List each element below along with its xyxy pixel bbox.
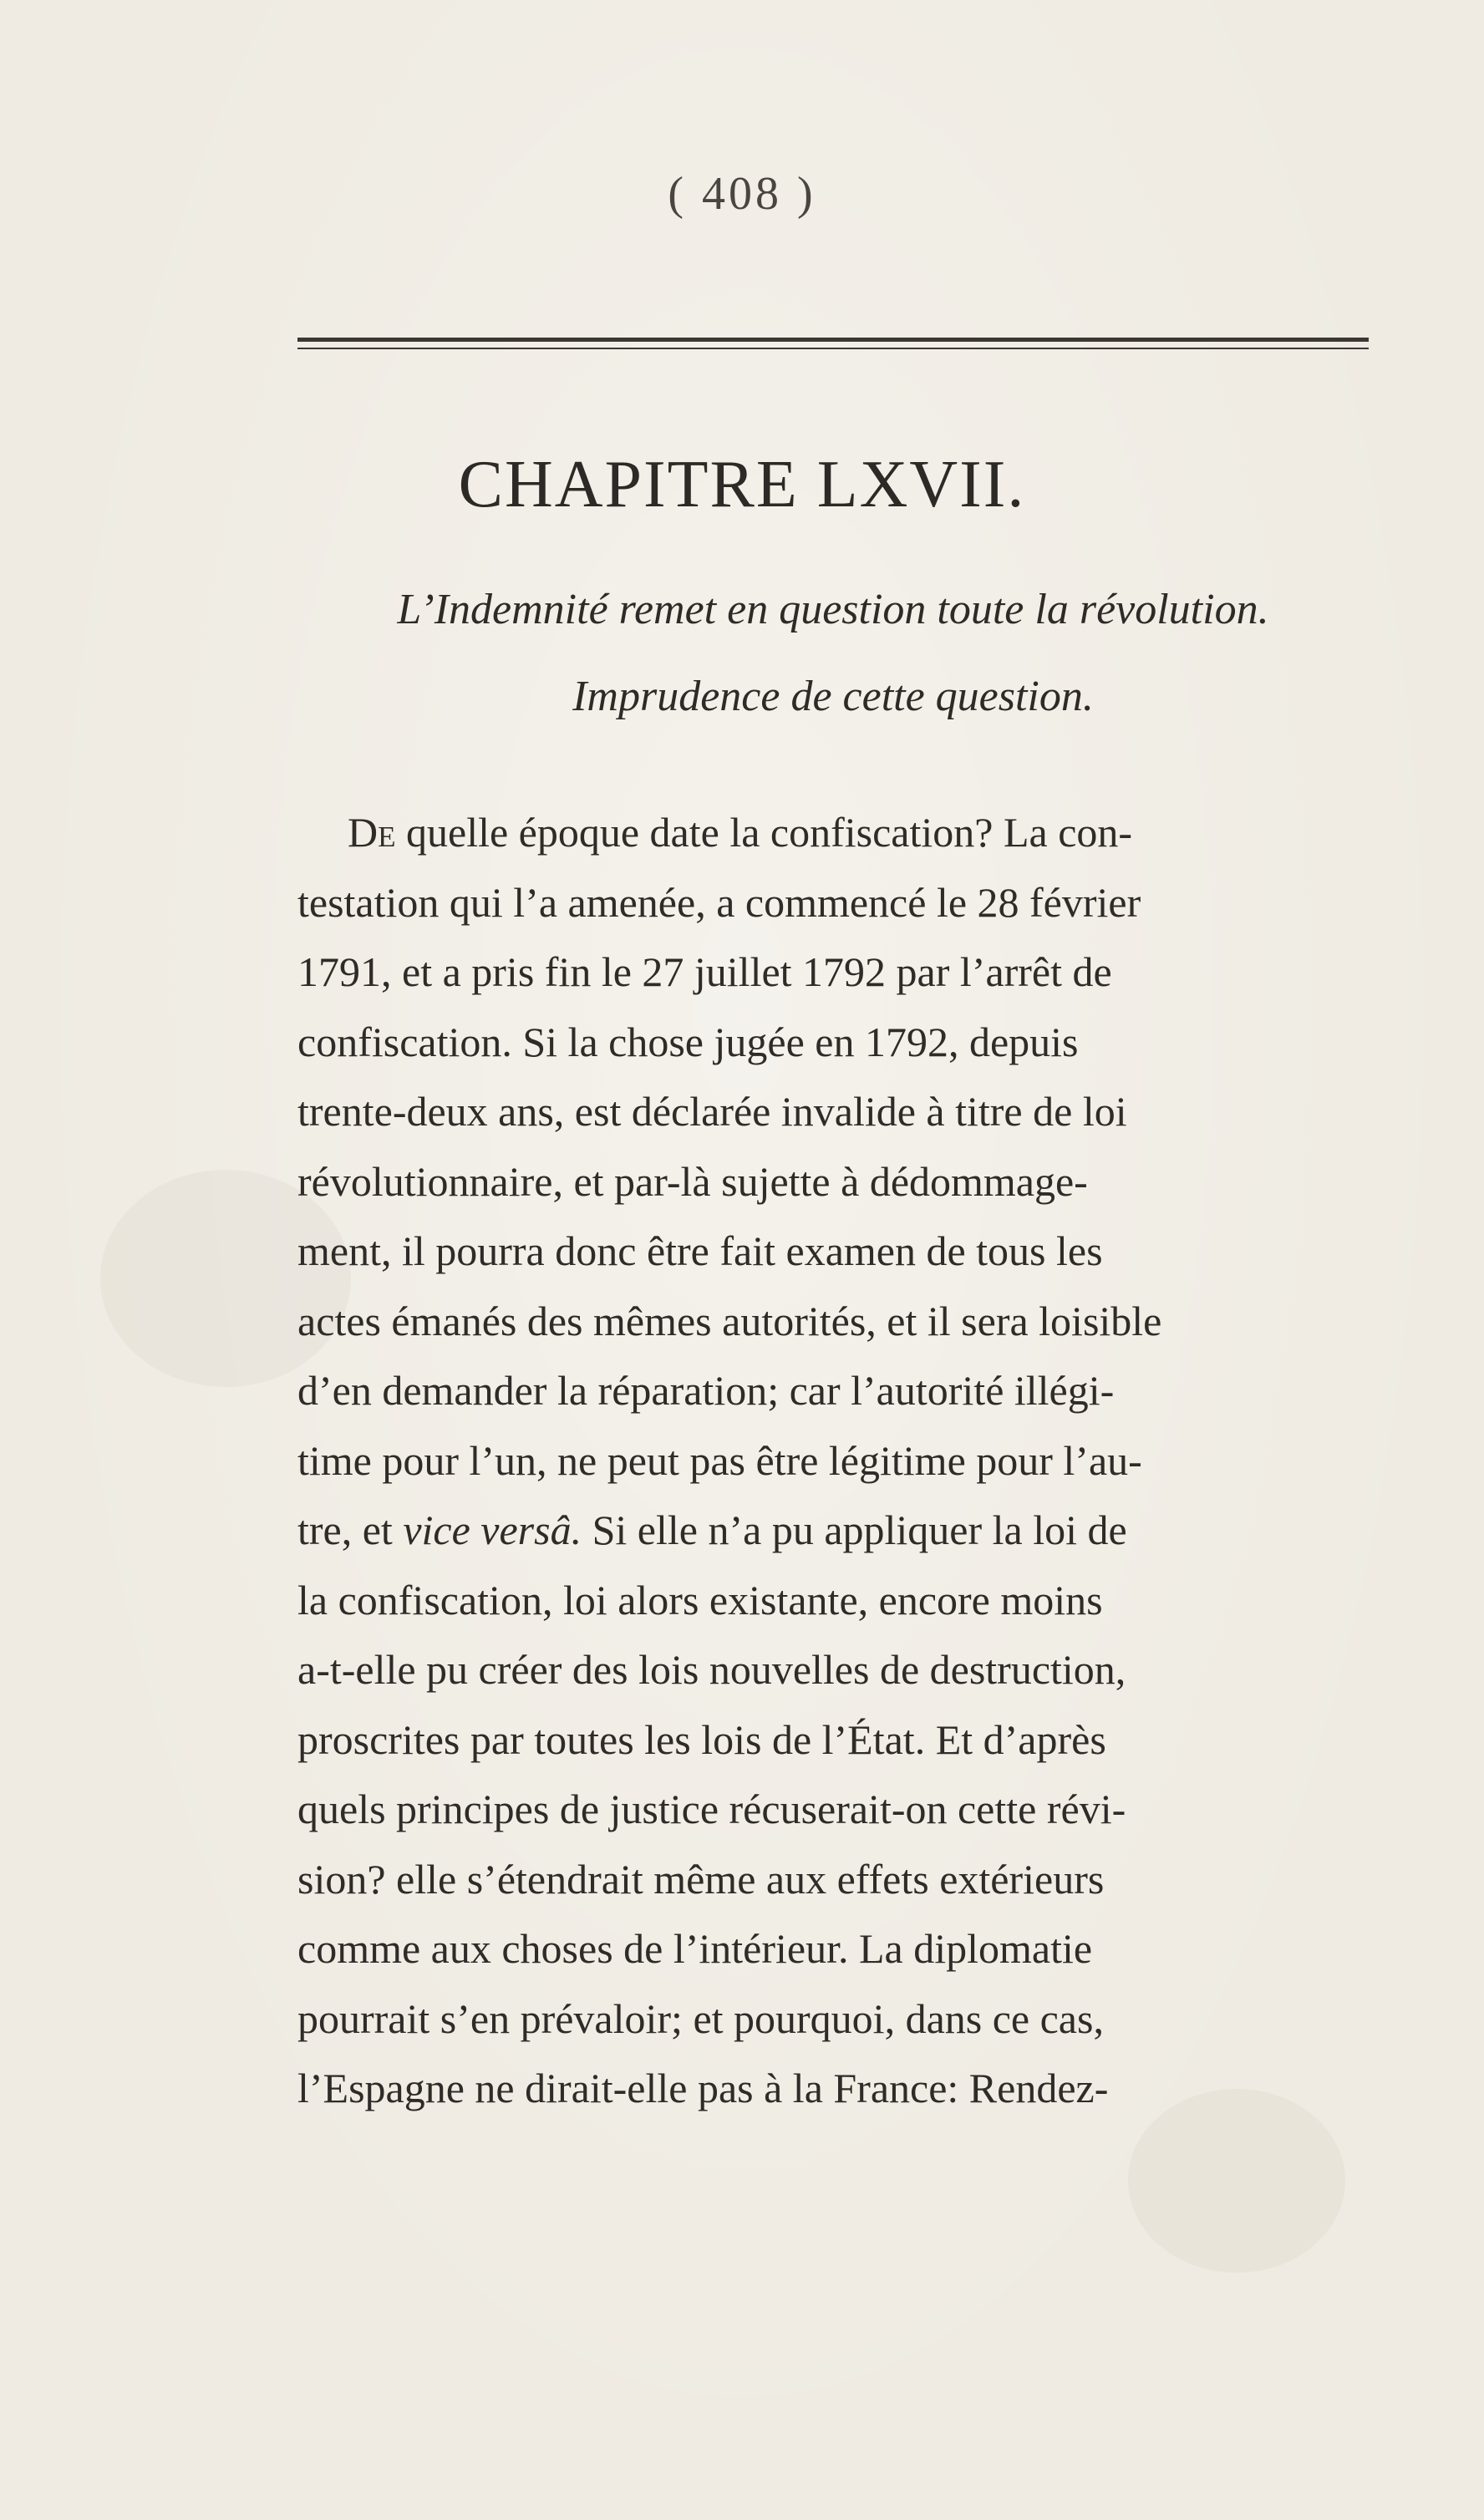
body-line: la confiscation, loi alors existante, encore moins <box>297 1576 1103 1623</box>
body-line: sion? elle s’étendrait même aux effets extérieurs <box>297 1855 1105 1903</box>
body-line: De quelle époque date la confiscation? La con- <box>348 809 1133 856</box>
body-line: a-t-elle pu créer des lois nouvelles de destruction, <box>297 1646 1126 1693</box>
page-number-header: ( 408 ) <box>668 168 816 220</box>
chapter-subtitle-line-2: Imprudence de cette question. <box>572 673 1094 720</box>
chapter-subtitle-line-1: L’Indemnité remet en question toute la révolution. <box>397 586 1269 633</box>
body-line: proscrites par toutes les lois de l’État. Et d’après <box>297 1715 1106 1763</box>
body-line: révolutionnaire, et par-là sujette à dédommage- <box>297 1157 1088 1205</box>
body-line: confiscation. Si la chose jugée en 1792, depuis <box>297 1018 1079 1065</box>
body-line: time pour l’un, ne peut pas être légitime pour l’au- <box>297 1436 1142 1484</box>
body-line: d’en demander la réparation; car l’autorité illégi- <box>297 1367 1115 1414</box>
body-line: actes émanés des mêmes autorités, et il sera loisible <box>297 1297 1162 1344</box>
body-line: 1791, et a pris fin le 27 juillet 1792 par l’arrêt de <box>297 948 1112 995</box>
opening-word: De <box>348 809 396 856</box>
body-paragraph <box>297 798 1384 2124</box>
body-line: pourrait s’en prévaloir; et pourquoi, dans ce cas, <box>297 1994 1104 2042</box>
header-rule-thick <box>297 338 1369 342</box>
body-line: l’Espagne ne dirait-elle pas à la France: Rendez- <box>297 2065 1109 2111</box>
header-rule-thin <box>297 348 1369 349</box>
chapter-title: CHAPITRE LXVII. <box>458 448 1026 521</box>
italic-phrase: vice versâ. <box>403 1506 582 1553</box>
body-line: tre, et vice versâ. Si elle n’a pu appliquer la loi de <box>297 1506 1127 1553</box>
body-line: ment, il pourra donc être fait examen de tous les <box>297 1227 1103 1274</box>
body-line: trente-deux ans, est déclarée invalide à titre de loi <box>297 1088 1127 1135</box>
body-line: testation qui l’a amenée, a commencé le 28 février <box>297 878 1141 926</box>
body-line: comme aux choses de l’intérieur. La diplomatie <box>297 1925 1093 1972</box>
body-line: quels principes de justice récuserait-on cette révi- <box>297 1786 1126 1832</box>
